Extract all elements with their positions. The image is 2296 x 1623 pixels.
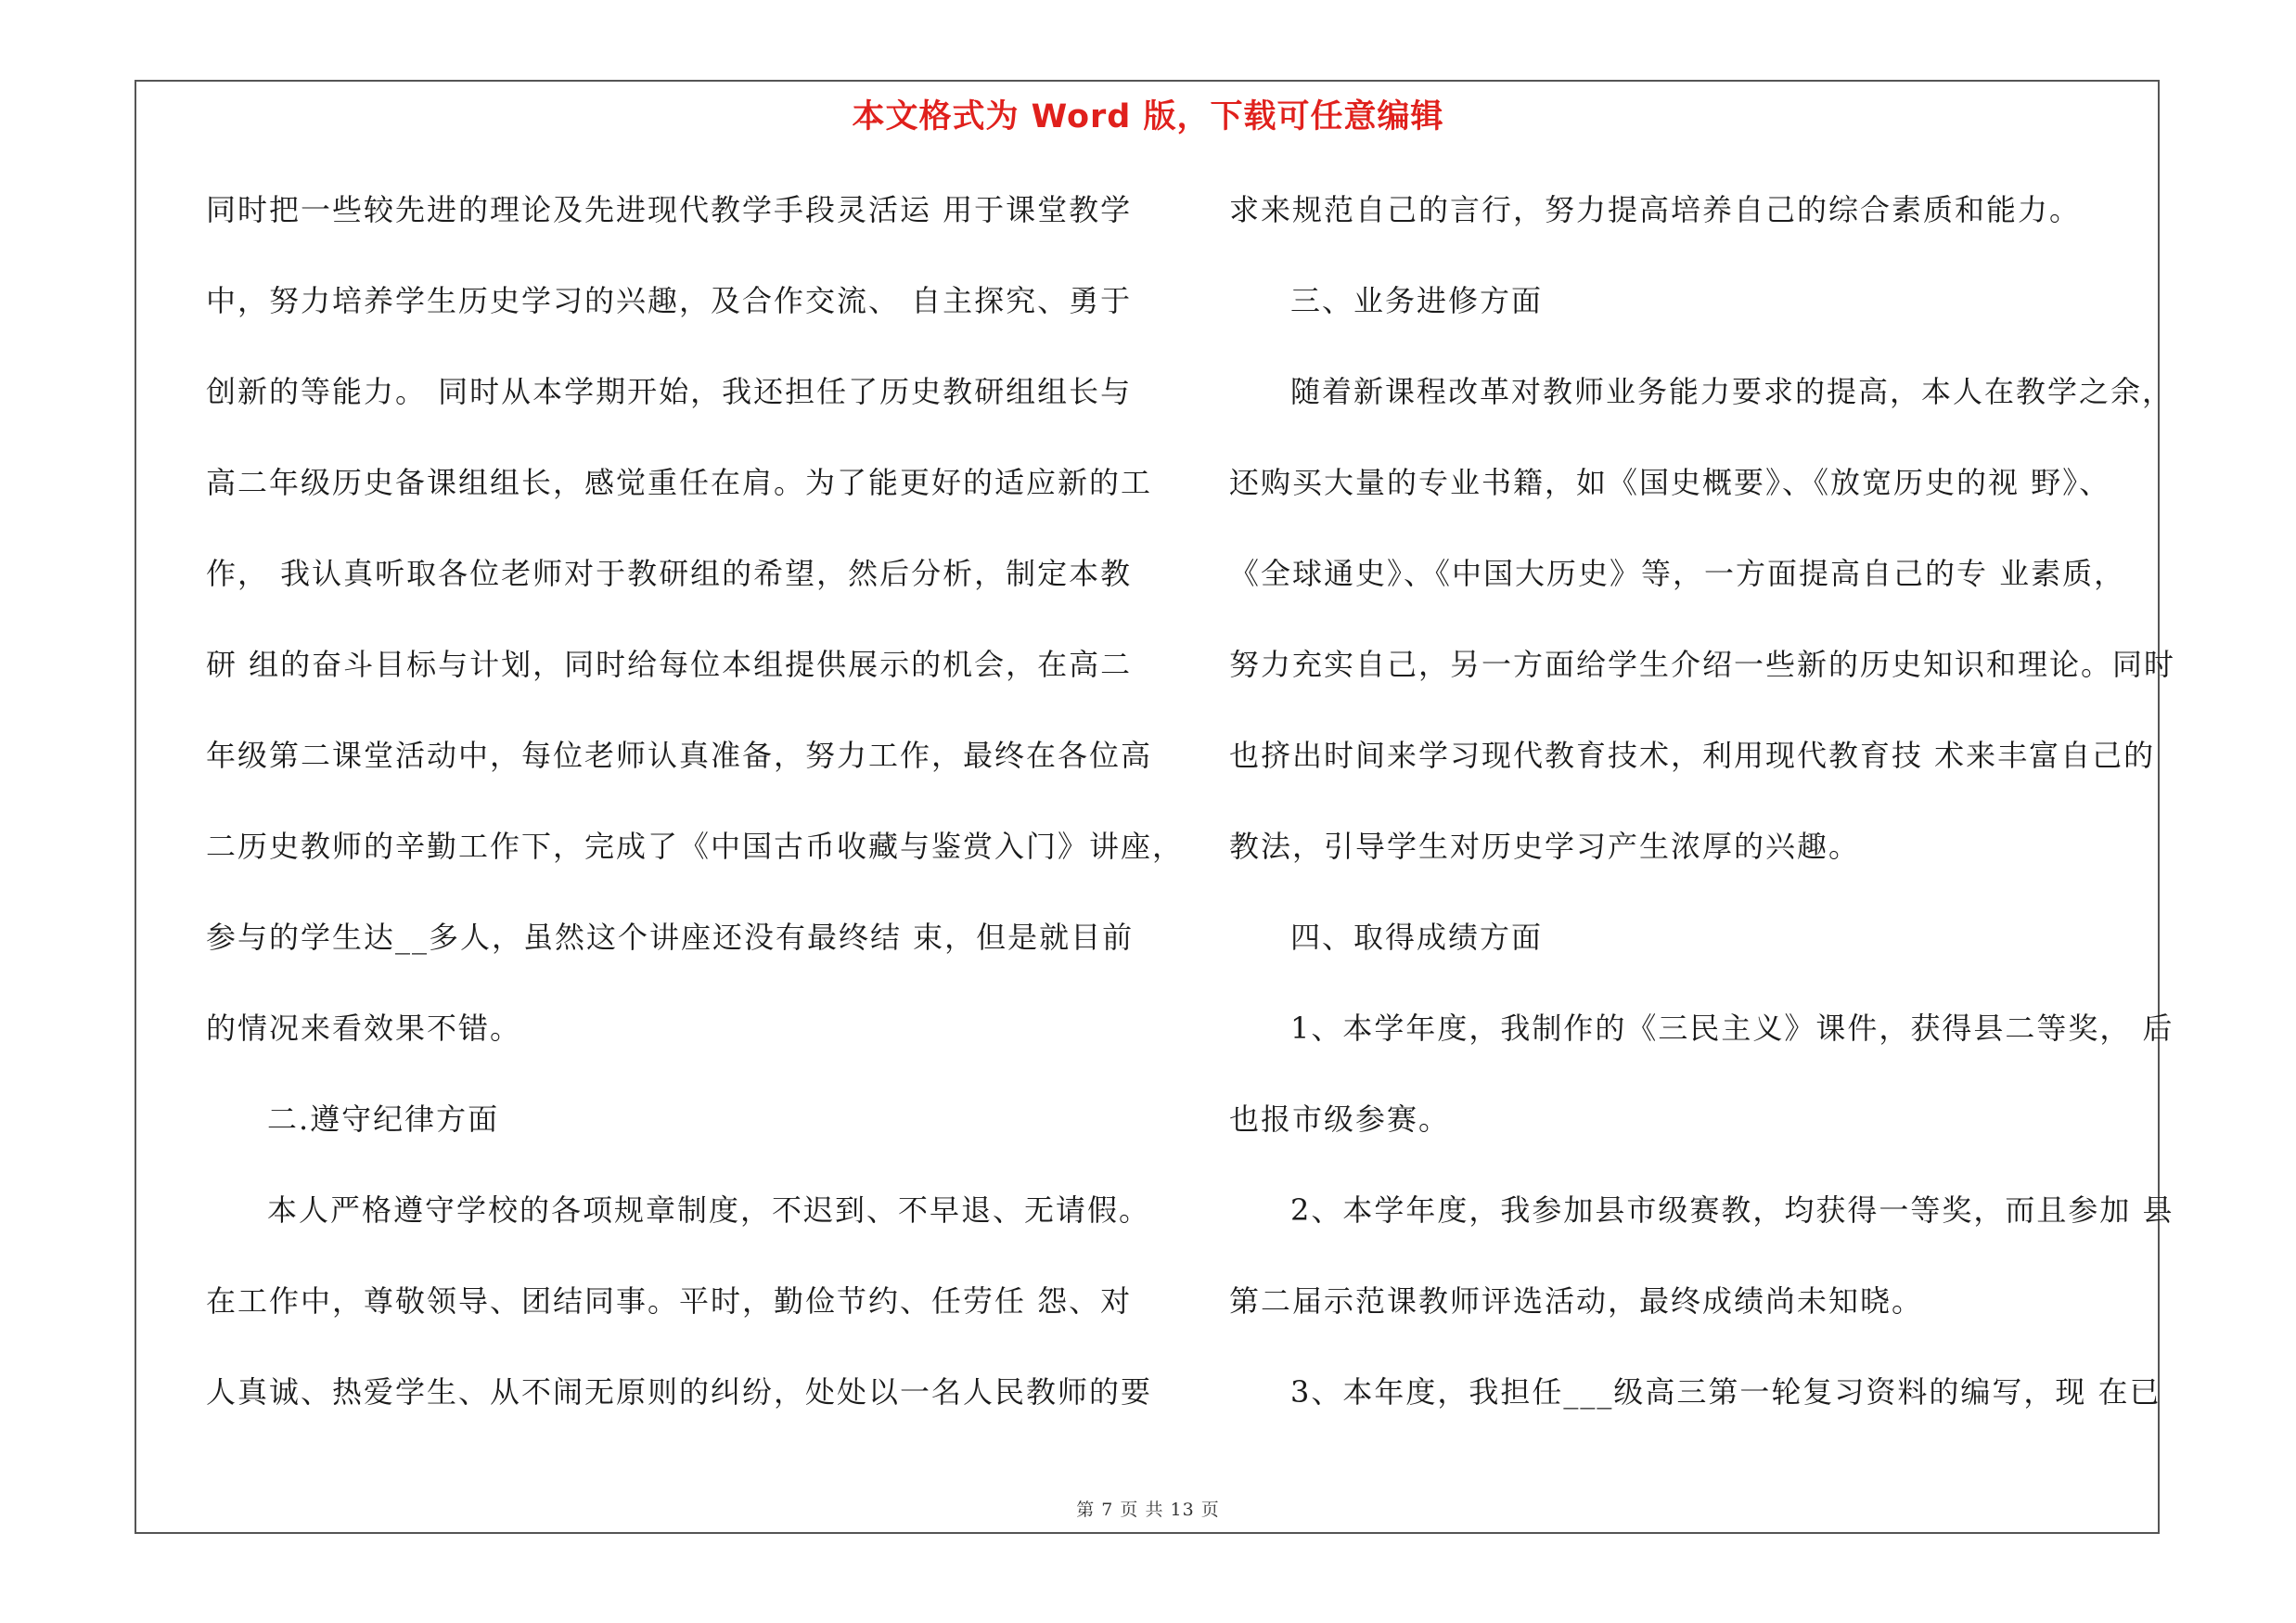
left-text-column <box>206 182 1185 1455</box>
text-line: 3、本年度，我担任___级高三第一轮复习资料的编写，现 在已 <box>1290 1374 2161 1410</box>
text-line: 也挤出时间来学习现代教育技术，利用现代教育技 术来丰富自己的 <box>1229 738 2156 773</box>
text-line: 研 组的奋斗目标与计划，同时给每位本组提供展示的机会，在高二 <box>206 647 1133 682</box>
text-line: 也报市级参赛。 <box>1229 1101 1451 1137</box>
text-line: 努力充实自己，另一方面给学生介绍一些新的历史知识和理论。同时 <box>1229 647 2176 682</box>
text-line: 二历史教师的辛勤工作下，完成了《中国古币收藏与鉴赏入门》讲座， <box>206 829 1185 864</box>
text-line: 作， 我认真听取各位老师对于教研组的希望，然后分析，制定本教 <box>206 556 1133 591</box>
text-line: 高二年级历史备课组组长，感觉重任在肩。为了能更好的适应新的工 <box>206 465 1153 500</box>
text-line: 本人严格遵守学校的各项规章制度，不迟到、不早退、无请假。 <box>267 1192 1151 1228</box>
text-line: 创新的等能力。 同时从本学期开始，我还担任了历史教研组组长与 <box>206 374 1133 409</box>
text-line: 教法，引导学生对历史学习产生浓厚的兴趣。 <box>1229 829 1861 864</box>
text-line: 随着新课程改革对教师业务能力要求的提高，本人在教学之余， <box>1290 374 2174 409</box>
text-line: 第二届示范课教师评选活动，最终成绩尚未知晓。 <box>1229 1283 1924 1319</box>
text-line: 参与的学生达__多人，虽然这个讲座还没有最终结 束，但是就目前 <box>206 920 1135 955</box>
text-line: 还购买大量的专业书籍，如《国史概要》、《放宽历史的视 野》、 <box>1229 465 2111 500</box>
text-line: 四、取得成绩方面 <box>1290 920 1544 955</box>
word-format-banner: 本文格式为 Word 版，下载可任意编辑 <box>852 98 1444 135</box>
text-line: 求来规范自己的言行，努力提高培养自己的综合素质和能力。 <box>1229 192 2082 227</box>
text-line: 人真诚、热爱学生、从不闹无原则的纠纷，处处以一名人民教师的要 <box>206 1374 1153 1410</box>
text-line: 中，努力培养学生历史学习的兴趣，及合作交流、 自主探究、勇于 <box>206 283 1133 318</box>
page-number-footer: 第 7 页 共 13 页 <box>1076 1500 1220 1520</box>
text-line: 三、业务进修方面 <box>1290 283 1544 318</box>
text-line: 在工作中，尊敬领导、团结同事。平时，勤俭节约、任劳任 怨、对 <box>206 1283 1133 1319</box>
text-line: 《全球通史》、《中国大历史》等，一方面提高自己的专 业素质， <box>1229 556 2126 591</box>
right-text-column <box>1229 182 2176 1455</box>
text-line: 1、本学年度，我制作的《三民主义》课件，获得县二等奖， 后 <box>1290 1011 2174 1046</box>
text-line: 的情况来看效果不错。 <box>206 1011 522 1046</box>
text-line: 年级第二课堂活动中，每位老师认真准备，努力工作，最终在各位高 <box>206 738 1153 773</box>
text-line: 2、本学年度，我参加县市级赛教，均获得一等奖，而且参加 县 <box>1290 1192 2174 1228</box>
text-line: 同时把一些较先进的理论及先进现代教学手段灵活运 用于课堂教学 <box>206 192 1133 227</box>
text-line: 二.遵守纪律方面 <box>267 1101 500 1137</box>
